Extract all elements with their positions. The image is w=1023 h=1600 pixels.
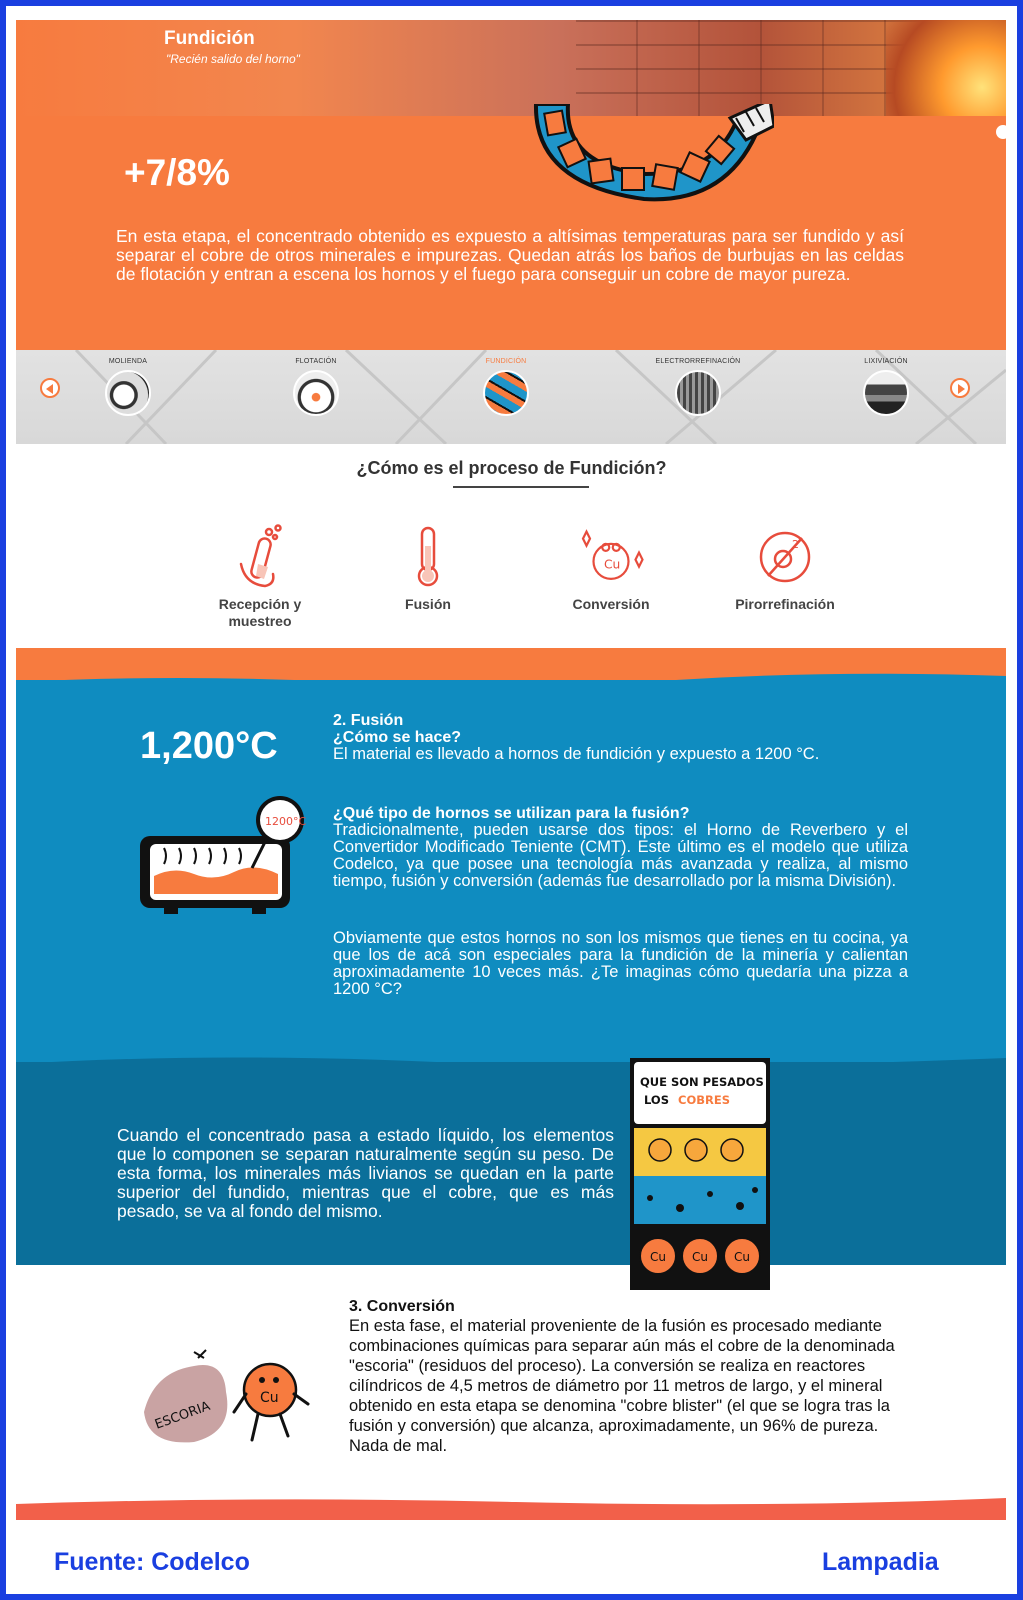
grinding-mill-icon — [105, 370, 151, 416]
step-label: Conversión — [572, 596, 650, 612]
stage-label: FUNDICIÓN — [485, 358, 527, 365]
comic-cu-1: Cu — [650, 1250, 666, 1264]
process-title: ¿Cómo es el proceso de Fundición? — [356, 458, 667, 478]
stage-label: LIXIVIACIÓN — [864, 358, 908, 365]
electrorefining-icon — [675, 370, 721, 416]
separation-text: Cuando el concentrado pasa a estado líquido, los elementos que lo componen se separan naturalmente según su peso. De esta forma, los minerales más livianos se quedan en la parte superior del fundido, mientras que el cobre, que es más pesado, se va al fondo del mismo. — [117, 1125, 614, 1221]
stage-electrorrefinacion[interactable] — [638, 358, 758, 416]
oven-temperature-label: 1200°C — [265, 815, 307, 828]
heavy-copper-comic — [630, 1058, 770, 1290]
comic-line-2-highlight: COBRES — [678, 1093, 730, 1107]
escoria-cu-label: Cu — [260, 1390, 279, 1406]
flotation-cell-icon — [293, 370, 339, 416]
comic-cu-2: Cu — [692, 1250, 708, 1264]
comic-line-2-prefix: LOS — [644, 1093, 669, 1107]
comic-line-1: QUE SON PESADOS — [640, 1075, 764, 1089]
step-recepcion[interactable] — [190, 524, 330, 630]
furnace-fire-icon — [886, 20, 1006, 116]
furnace-oven-icon — [134, 796, 319, 920]
step-conversion[interactable] — [541, 524, 681, 613]
step-label: Pirorrefinación — [735, 596, 835, 612]
scroll-indicator[interactable] — [994, 123, 1006, 141]
comic-cu-3: Cu — [734, 1250, 750, 1264]
test-tube-hand-icon — [225, 524, 295, 590]
step-pirorrefinacion[interactable] — [715, 524, 855, 613]
stage-label: ELECTRORREFINACIÓN — [655, 358, 741, 365]
stage-label: FLOTACIÓN — [295, 358, 337, 365]
stage-fundicion[interactable] — [446, 358, 566, 416]
fusion-paragraph-1: El material es llevado a hornos de fundición y expuesto a 1200 °C. — [333, 745, 820, 763]
conversion-text: En esta fase, el material proveniente de la fusión es procesado mediante combinaciones químicas para separar aún más el cobre de la denominada "escoria" (residuos del proceso). La conversión se realiza en reactores cilíndricos de 4,5 metros de diámetro por 11 metros de largo, y el mineral obtenido en esta etapa se denomina "cobre blister" (el que se logra tras la fusión y conversión) que alcanza, aproximadamente, un 96% de pureza. Nada de mal. — [349, 1317, 895, 1455]
fusion-paragraph-3: Obviamente que estos hornos no son los mismos que tienes en tu cocina, ya que los de acá son especiales para la fundición de la minería y calientan aproximadamente 10 veces más. ¿Te imaginas cómo quedaría una pizza a 1200 °C? — [333, 929, 908, 998]
source-credit: Fuente: Codelco — [54, 1548, 250, 1576]
smelter-icon — [483, 370, 529, 416]
carousel-next-button[interactable] — [950, 378, 970, 398]
stages-carousel — [16, 350, 1006, 444]
svg-text:Cu: Cu — [604, 557, 621, 572]
smelter-kettle-icon — [524, 104, 774, 214]
hero-subtitle: "Recién salido del horno" — [166, 52, 300, 66]
step-label: Fusión — [405, 596, 451, 612]
fusion-temperature: 1,200°C — [140, 725, 278, 767]
thermometer-icon — [393, 524, 463, 590]
escoria-copper-illustration — [134, 1342, 334, 1452]
carousel-prev-button[interactable] — [40, 378, 60, 398]
leaching-icon — [863, 370, 909, 416]
copper-character-icon — [576, 524, 646, 590]
stage-lixiviacion[interactable] — [826, 358, 946, 416]
hero-title: Fundición — [164, 28, 255, 49]
stage-label: MOLIENDA — [108, 358, 148, 365]
fusion-heading: 2. Fusión — [333, 712, 404, 729]
step-fusion[interactable] — [358, 524, 498, 613]
fusion-subheading-2: ¿Qué tipo de hornos se utilizan para la fusión? — [333, 805, 690, 822]
hero-section — [16, 20, 1006, 350]
title-underline — [453, 486, 589, 488]
conversion-heading: 3. Conversión — [349, 1298, 455, 1315]
red-wave-divider — [16, 1492, 1006, 1520]
brand-name: Lampadia — [822, 1548, 939, 1576]
stage-flotacion[interactable] — [256, 358, 376, 416]
hero-description: En esta etapa, el concentrado obtenido es expuesto a altísimas temperaturas para ser fundido y así separar el cobre de otros minerales e impurezas. Quedan atrás los baños de burbujas en las celdas de flotación y entran a escena los hornos y el fuego para conseguir un cobre de mayor pureza. — [116, 226, 904, 284]
stage-molienda[interactable] — [68, 358, 188, 416]
fusion-subheading: ¿Cómo se hace? — [333, 729, 462, 746]
fusion-paragraph-2: Tradicionalmente, pueden usarse dos tipos: el Horno de Reverbero y el Convertidor Modificado Teniente (CMT). Este último es el modelo que utiliza Codelco, ya que posee una tecnología más avanzada y realiza, al mismo tiempo, fusión y conversión (además fue desarrollado por la misma División). — [333, 821, 908, 890]
oxygen-slash-icon — [750, 524, 820, 590]
svg-text:2: 2 — [792, 538, 799, 551]
step-label: Recepción y muestreo — [218, 596, 302, 629]
escoria-label: ESCORIA — [152, 1398, 213, 1433]
hero-stat: +7/8% — [124, 152, 230, 193]
